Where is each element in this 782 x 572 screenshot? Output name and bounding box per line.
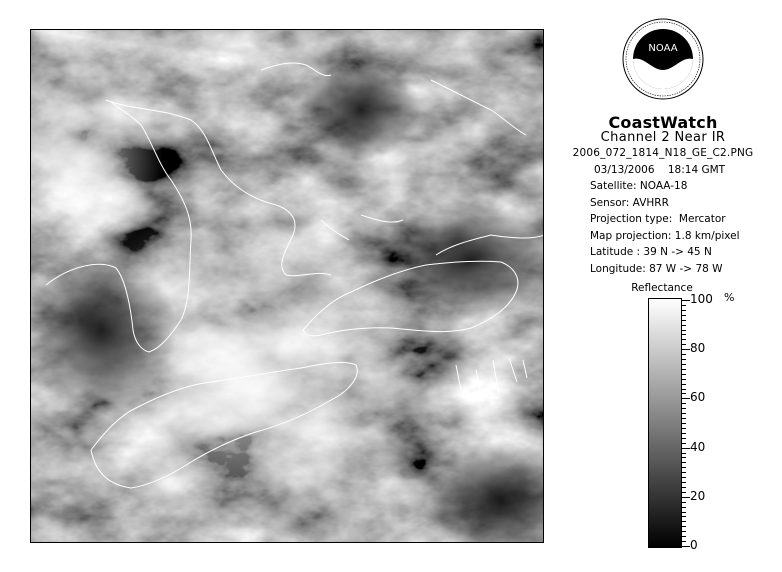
noaa-logo xyxy=(622,18,704,100)
colorbar-minor-tick xyxy=(682,433,686,434)
colorbar-tick-label: 100 xyxy=(690,292,713,306)
colorbar-minor-tick xyxy=(682,393,686,394)
colorbar-tick-label: 60 xyxy=(690,390,706,405)
colorbar-minor-tick xyxy=(682,310,686,311)
colorbar-minor-tick xyxy=(682,305,686,306)
longitude-range: Longitude: 87 W -> 78 W xyxy=(590,263,723,275)
colorbar-major-tick xyxy=(682,448,690,449)
projection-type: Projection type: Mercator xyxy=(590,213,726,225)
clear-dark-region xyxy=(301,60,421,160)
colorbar-minor-tick xyxy=(682,379,686,380)
colorbar-tick-label: 80 xyxy=(690,341,706,356)
colorbar-tick-label: 20 xyxy=(690,488,706,503)
colorbar-minor-tick xyxy=(682,467,686,468)
colorbar-major-tick xyxy=(682,546,690,547)
colorbar-minor-tick xyxy=(682,428,686,429)
colorbar-minor-tick xyxy=(682,516,686,517)
colorbar-minor-tick xyxy=(682,531,686,532)
colorbar-minor-tick xyxy=(682,354,686,355)
app-title: CoastWatch xyxy=(608,113,718,132)
satellite-image xyxy=(30,29,544,543)
colorbar-minor-tick xyxy=(682,526,686,527)
colorbar-minor-tick xyxy=(682,477,686,478)
clear-dark-region xyxy=(31,245,176,415)
colorbar-minor-tick xyxy=(682,443,686,444)
colorbar-minor-tick xyxy=(682,408,686,409)
colorbar xyxy=(648,298,682,548)
colorbar-major-tick xyxy=(682,497,690,498)
colorbar-minor-tick xyxy=(682,369,686,370)
colorbar-minor-tick xyxy=(682,423,686,424)
colorbar-major-tick xyxy=(682,398,690,399)
colorbar-minor-tick xyxy=(682,364,686,365)
colorbar-minor-tick xyxy=(682,507,686,508)
date-time: 03/13/2006 18:14 GMT xyxy=(594,164,726,176)
colorbar-minor-tick xyxy=(682,330,686,331)
colorbar-minor-tick xyxy=(682,453,686,454)
colorbar-minor-tick xyxy=(682,502,686,503)
colorbar-minor-tick xyxy=(682,541,686,542)
colorbar-major-tick xyxy=(682,300,690,301)
colorbar-minor-tick xyxy=(682,344,686,345)
colorbar-unit: % xyxy=(724,291,735,304)
colorbar-minor-tick xyxy=(682,438,686,439)
colorbar-minor-tick xyxy=(682,374,686,375)
colorbar-minor-tick xyxy=(682,482,686,483)
file-name: 2006_072_1814_N18_GE_C2.PNG xyxy=(572,147,754,159)
colorbar-minor-tick xyxy=(682,536,686,537)
logo-text: NOAA xyxy=(648,43,678,54)
colorbar-minor-tick xyxy=(682,389,686,390)
colorbar-minor-tick xyxy=(682,384,686,385)
colorbar-minor-tick xyxy=(682,418,686,419)
colorbar-minor-tick xyxy=(682,487,686,488)
colorbar-minor-tick xyxy=(682,320,686,321)
colorbar-minor-tick xyxy=(682,334,686,335)
colorbar-minor-tick xyxy=(682,512,686,513)
satellite-info: Satellite: NOAA-18 xyxy=(590,180,688,192)
colorbar-minor-tick xyxy=(682,339,686,340)
colorbar-label: Reflectance xyxy=(631,282,693,294)
colorbar-tick-label: 0 xyxy=(690,538,698,552)
latitude-range: Latitude : 39 N -> 45 N xyxy=(590,246,712,258)
map-projection: Map projection: 1.8 km/pixel xyxy=(590,230,740,242)
colorbar-minor-tick xyxy=(682,403,686,404)
colorbar-minor-tick xyxy=(682,325,686,326)
colorbar-major-tick xyxy=(682,349,690,350)
colorbar-minor-tick xyxy=(682,457,686,458)
satellite-image-canvas xyxy=(31,30,544,543)
colorbar-minor-tick xyxy=(682,521,686,522)
colorbar-minor-tick xyxy=(682,315,686,316)
colorbar-tick-label: 40 xyxy=(690,439,706,454)
colorbar-minor-tick xyxy=(682,359,686,360)
colorbar-minor-tick xyxy=(682,462,686,463)
sensor-info: Sensor: AVHRR xyxy=(590,197,669,209)
colorbar-minor-tick xyxy=(682,472,686,473)
colorbar-minor-tick xyxy=(682,413,686,414)
colorbar-minor-tick xyxy=(682,492,686,493)
channel-label: Channel 2 Near IR xyxy=(600,130,726,145)
